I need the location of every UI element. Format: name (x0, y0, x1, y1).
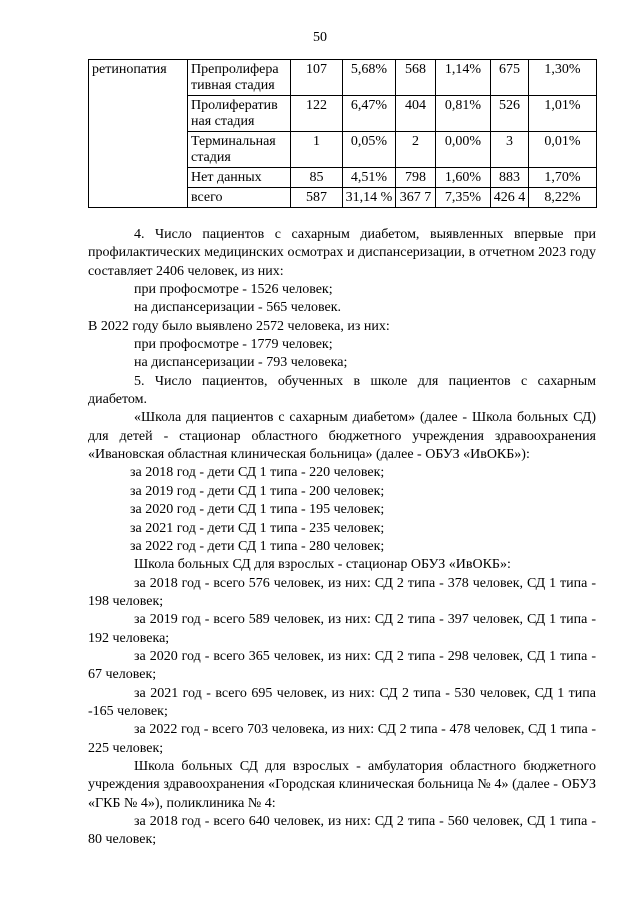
table-cell: 1,70% (529, 168, 597, 188)
table-cell: 1,14% (436, 60, 491, 96)
table-cell: 107 (291, 60, 343, 96)
table-cell: 6,47% (343, 96, 396, 132)
table-row-total (89, 188, 597, 208)
stage-cell: Пролифератив ная стадия (188, 96, 291, 132)
blank-cell (89, 188, 188, 208)
table-row (89, 132, 597, 168)
table-cell: 8,22% (529, 188, 597, 208)
table-cell: 0,05% (343, 132, 396, 168)
table-cell: 3 (491, 132, 529, 168)
list-item: на диспансеризации - 565 человек. (134, 300, 341, 316)
table-cell: 7,35% (436, 188, 491, 208)
stage-cell: всего (188, 188, 291, 208)
paragraph: «Школа для пациентов с сахарным диабетом» (далее - Школа больных СД) для детей - стационар областного бюджетного учреждения здравоохранения «Ивановская областная клиническая больница» (далее - ОБУЗ «ИвОКБ»): (88, 410, 596, 463)
paragraph: 5. Число пациентов, обученных в школе для пациентов с сахарным диабетом. (88, 373, 596, 408)
table-cell: 85 (291, 168, 343, 188)
table-cell: 1,01% (529, 96, 597, 132)
table-cell: 426 4 (491, 188, 529, 208)
list-item: за 2021 год - всего 695 человек, из них: СД 2 типа - 530 человек, СД 1 типа -165 человек; (88, 685, 596, 719)
list-item: за 2022 год - всего 703 человека, из них: СД 2 типа - 478 человек, СД 1 типа - 225 человек; (88, 722, 596, 756)
table-row (89, 60, 597, 96)
list-item: за 2022 год - дети СД 1 типа - 280 человек; (130, 538, 385, 554)
list-item: на диспансеризации - 793 человека; (134, 355, 348, 371)
table-cell: 367 7 (396, 188, 436, 208)
blank-cell (89, 132, 188, 168)
paragraph: В 2022 году было выявлено 2572 человека, из них: (88, 318, 390, 334)
list-item: за 2021 год - дети СД 1 типа - 235 человек; (130, 520, 385, 536)
table-cell: 1,60% (436, 168, 491, 188)
table-cell: 2 (396, 132, 436, 168)
table-cell: 568 (396, 60, 436, 96)
paragraph: 4. Число пациентов с сахарным диабетом, выявленных впервые при профилактических медицинских осмотрах и диспансеризации, в отчетном 2023 году составляет 2406 человек, из них: (88, 227, 596, 279)
table-cell: 675 (491, 60, 529, 96)
body-text (88, 226, 596, 850)
table-cell: 883 (491, 168, 529, 188)
table-cell: 0,00% (436, 132, 491, 168)
table-cell: 1 (291, 132, 343, 168)
blank-cell (89, 96, 188, 132)
list-item: за 2018 год - всего 576 человек, из них: СД 2 типа - 378 человек, СД 1 типа - 198 человек; (88, 575, 596, 609)
list-item: за 2018 год - дети СД 1 типа - 220 человек; (130, 465, 385, 481)
paragraph: Школа больных СД для взрослых - стационар ОБУЗ «ИвОКБ»: (134, 557, 511, 573)
retinopathy-table (88, 59, 597, 208)
list-item: за 2019 год - всего 589 человек, из них: СД 2 типа - 397 человек, СД 1 типа - 192 человека; (88, 612, 596, 646)
table-cell: 122 (291, 96, 343, 132)
list-item: за 2018 год - всего 640 человек, из них: СД 2 типа - 560 человек, СД 1 типа - 80 человек; (88, 814, 596, 848)
list-item: за 2020 год - дети СД 1 типа - 195 человек; (130, 502, 385, 518)
table-cell: 526 (491, 96, 529, 132)
stage-cell: Препролифера тивная стадия (188, 60, 291, 96)
table-row (89, 168, 597, 188)
blank-cell (89, 168, 188, 188)
table-cell: 1,30% (529, 60, 597, 96)
table-cell: 0,81% (436, 96, 491, 132)
table-cell: 404 (396, 96, 436, 132)
paragraph: Школа больных СД для взрослых - амбулатория областного бюджетного учреждения здравоохранения «Городская клиническая больница № 4» (далее - ОБУЗ «ГКБ № 4»), поликлиника № 4: (88, 758, 596, 811)
page-number: 50 (313, 30, 327, 45)
table-cell: 0,01% (529, 132, 597, 168)
table-cell: 587 (291, 188, 343, 208)
stage-cell: Нет данных (188, 168, 291, 188)
stage-cell: Терминальная стадия (188, 132, 291, 168)
table-cell: 4,51% (343, 168, 396, 188)
list-item: при профосмотре - 1779 человек; (134, 337, 333, 353)
list-item: за 2019 год - дети СД 1 типа - 200 человек; (130, 483, 385, 499)
row-label-cell: ретинопатия (89, 60, 188, 96)
list-item: за 2020 год - всего 365 человек, из них: СД 2 типа - 298 человек, СД 1 типа - 67 человек; (88, 648, 596, 683)
table-cell: 5,68% (343, 60, 396, 96)
table-row (89, 96, 597, 132)
list-item: при профосмотре - 1526 человек; (134, 282, 333, 298)
table-cell: 798 (396, 168, 436, 188)
table-cell: 31,14 % (343, 188, 396, 208)
